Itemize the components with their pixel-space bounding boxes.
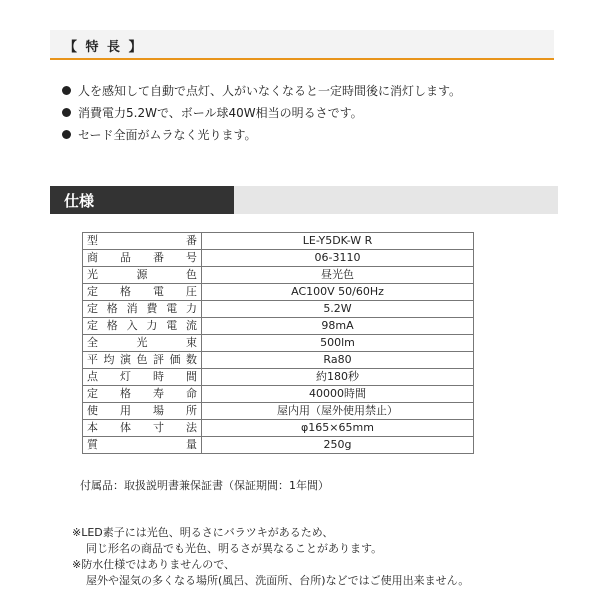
spec-label: 点灯時間 — [83, 369, 202, 386]
note-line: ※LED素子には光色、明るさにバラツキがあるため、 — [72, 526, 334, 539]
feature-text: セード全面がムラなく光ります。 — [78, 128, 257, 142]
spec-label: 使用場所 — [83, 403, 202, 420]
spec-label: 平均演色評価数 — [83, 352, 202, 369]
spec-label: 全光束 — [83, 335, 202, 352]
feature-item — [62, 82, 562, 104]
features-header — [50, 30, 554, 60]
table-row — [83, 301, 474, 318]
spec-value: φ165×65mm — [202, 420, 474, 437]
table-row — [83, 369, 474, 386]
spec-label: 定格入力電流 — [83, 318, 202, 335]
feature-item — [62, 104, 562, 126]
accessory-note: 付属品：取扱説明書兼保証書（保証期間：1年間） — [80, 479, 329, 492]
spec-label: 型番 — [83, 233, 202, 250]
table-row — [83, 420, 474, 437]
table-row — [83, 335, 474, 352]
table-row — [83, 284, 474, 301]
spec-label: 本体寸法 — [83, 420, 202, 437]
spec-label: 質量 — [83, 437, 202, 454]
spec-value: AC100V 50/60Hz — [202, 284, 474, 301]
spec-value: 屋内用（屋外使用禁止） — [202, 403, 474, 420]
spec-value: 250g — [202, 437, 474, 454]
table-row — [83, 250, 474, 267]
specs-header-bar — [50, 186, 234, 214]
table-row — [83, 352, 474, 369]
notes — [72, 525, 469, 589]
spec-value: 98mA — [202, 318, 474, 335]
spec-value: 5.2W — [202, 301, 474, 318]
spec-label: 定格電圧 — [83, 284, 202, 301]
table-row — [83, 267, 474, 284]
spec-label: 商品番号 — [83, 250, 202, 267]
bullet-icon — [62, 108, 71, 117]
table-row — [83, 437, 474, 454]
spec-label: 定格寿命 — [83, 386, 202, 403]
spec-label: 光源色 — [83, 267, 202, 284]
spec-table — [82, 232, 474, 454]
note-line: ※防水仕様ではありませんので、 — [72, 558, 235, 571]
feature-text: 人を感知して自動で点灯、人がいなくなると一定時間後に消灯します。 — [78, 84, 462, 98]
spec-value: Ra80 — [202, 352, 474, 369]
table-row — [83, 386, 474, 403]
feature-item — [62, 126, 562, 148]
bullet-icon — [62, 86, 71, 95]
spec-value: 昼光色 — [202, 267, 474, 284]
feature-text: 消費電力5.2Wで、ボール球40W相当の明るさです。 — [78, 106, 363, 120]
specs-header — [50, 186, 558, 214]
spec-value: 06-3110 — [202, 250, 474, 267]
specs-title: 仕様 — [64, 192, 95, 210]
spec-value: 500lm — [202, 335, 474, 352]
note-line: 屋外や湿気の多くなる場所(風呂、洗面所、台所)などではご使用出来ません。 — [86, 574, 470, 587]
spec-value: 約180秒 — [202, 369, 474, 386]
table-row — [83, 233, 474, 250]
bullet-icon — [62, 130, 71, 139]
table-row — [83, 318, 474, 335]
spec-value: LE-Y5DK-W R — [202, 233, 474, 250]
features-list — [62, 82, 562, 148]
note-line: 同じ形名の商品でも光色、明るさが異なることがあります。 — [86, 542, 383, 555]
spec-label: 定格消費電力 — [83, 301, 202, 318]
features-title: 【 特 長 】 — [64, 40, 144, 55]
spec-value: 40000時間 — [202, 386, 474, 403]
table-row — [83, 403, 474, 420]
